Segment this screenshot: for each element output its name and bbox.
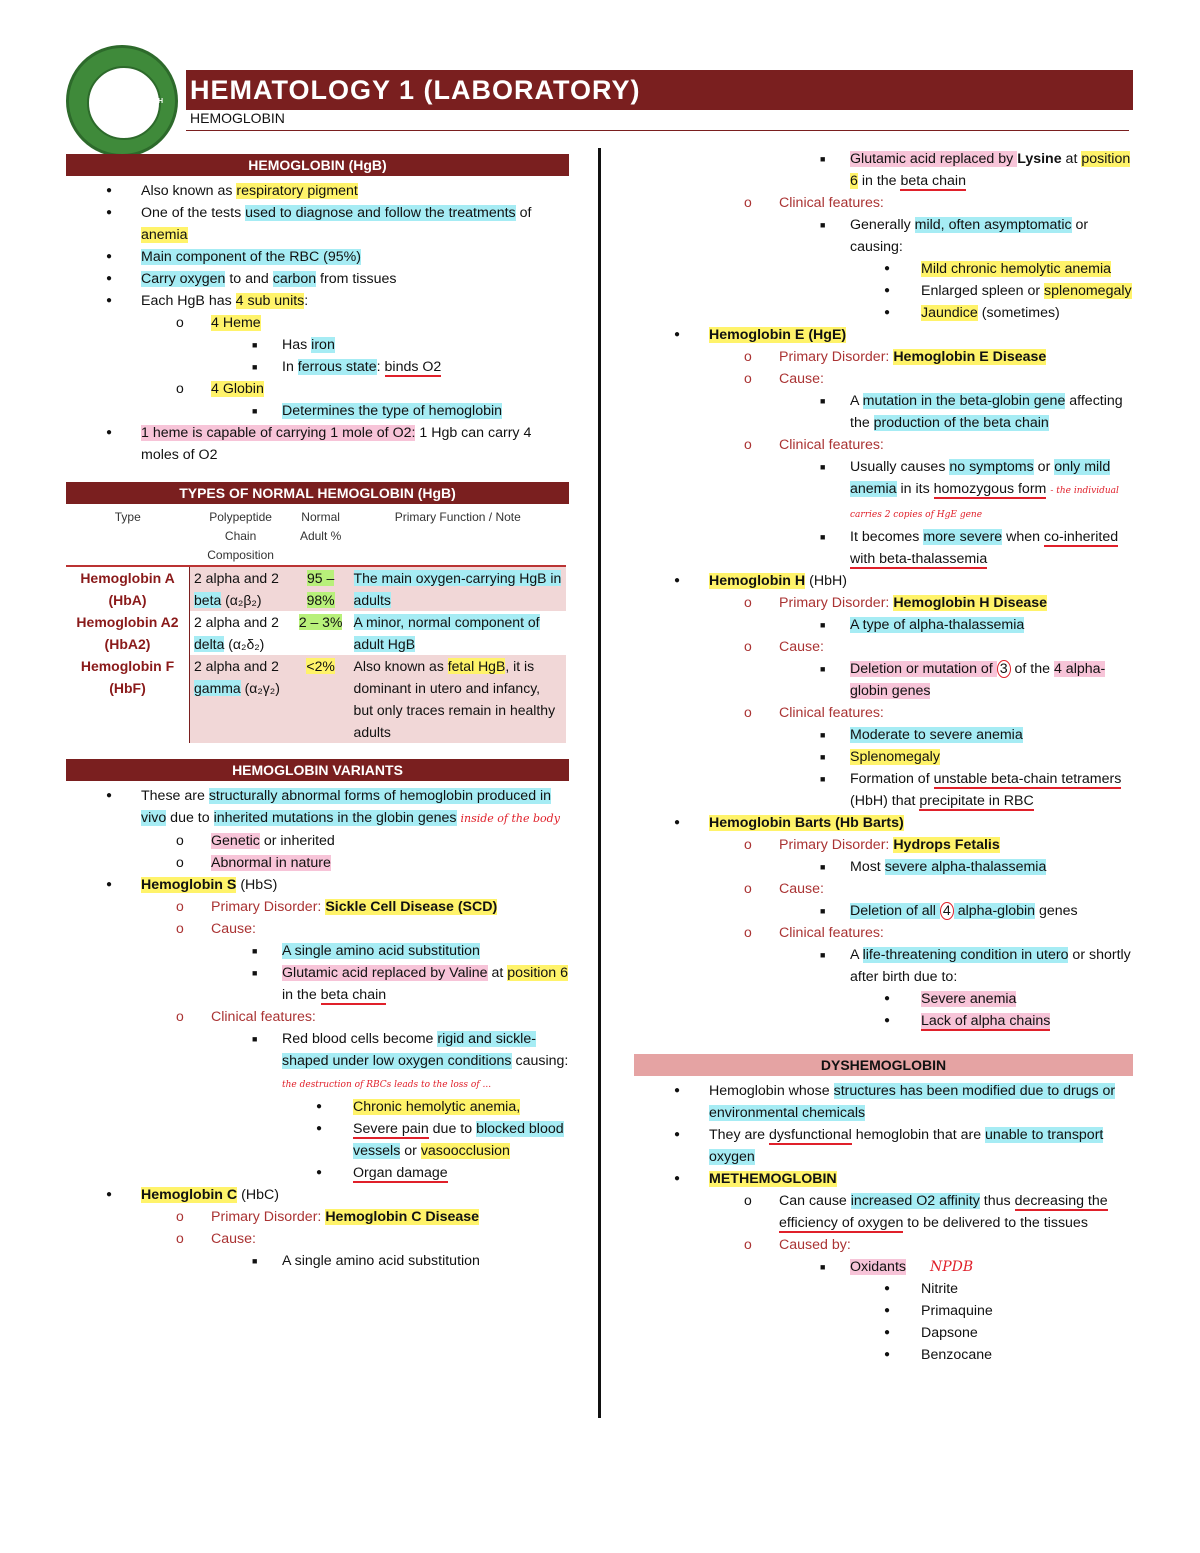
list-item: ● Severe anemia — [634, 988, 1133, 1010]
list-item: ■ Most severe alpha-thalassemia — [634, 856, 1133, 878]
list-item: ■ Has iron — [66, 334, 569, 356]
list-item: o Primary Disorder: Hemoglobin C Disease — [66, 1206, 569, 1228]
list-item: o 4 Globin — [66, 378, 569, 400]
list-item: ■ A mutation in the beta-globin gene affecting the production of the beta chain — [634, 390, 1133, 434]
left-column — [66, 150, 569, 1272]
title-bar — [186, 70, 1133, 110]
list-item: o Caused by: — [634, 1234, 1133, 1256]
list-item: ● Hemoglobin whose structures has been modified due to drugs or environmental chemicals — [634, 1080, 1133, 1124]
list-item: o Cause: — [66, 918, 569, 940]
list-item: ● Severe pain due to blocked blood vessels or vasoocclusion — [66, 1118, 569, 1162]
section-heading-dyshemoglobin: DYSHEMOGLOBIN — [634, 1054, 1133, 1076]
list-item: ■ Red blood cells become rigid and sickle-shaped under low oxygen conditions causing: the destruction of RBCs leads to the loss of ... — [66, 1028, 569, 1096]
hemoglobin-list — [66, 180, 569, 466]
list-item: ● Hemoglobin Barts (Hb Barts) — [634, 812, 1133, 834]
list-item: ■ A life-threatening condition in utero or shortly after birth due to: — [634, 944, 1133, 988]
logo-tech: TECH — [141, 98, 165, 105]
list-item: o Abnormal in nature — [66, 852, 569, 874]
handwritten-note: - the individual carries 2 copies of HgE gene — [850, 486, 1119, 520]
list-item: o Clinical features: — [634, 434, 1133, 456]
list-item: o Clinical features: — [634, 702, 1133, 724]
list-item: ■ A single amino acid substitution — [66, 1250, 569, 1272]
list-item: ■ Formation of unstable beta-chain tetramers (HbH) that precipitate in RBC — [634, 768, 1133, 812]
list-item: ■ Determines the type of hemoglobin — [66, 400, 569, 422]
list-item: ■ Deletion of all 4 alpha-globin genes — [634, 900, 1133, 922]
list-item: ● One of the tests used to diagnose and follow the treatments of anemia — [66, 202, 569, 246]
list-item: o Cause: — [634, 636, 1133, 658]
list-item: o Primary Disorder: Sickle Cell Disease (SCD) — [66, 896, 569, 918]
list-item: ● They are dysfunctional hemoglobin that are unable to transport oxygen — [634, 1124, 1133, 1168]
variants-list — [66, 785, 569, 1272]
list-item: o Primary Disorder: Hydrops Fetalis — [634, 834, 1133, 856]
table-row: Hemoglobin A2 (HbA2) 2 alpha and 2 delta (α₂δ₂) 2 – 3% A minor, normal component of adult HgB — [66, 611, 566, 655]
list-item: ● Jaundice (sometimes) — [634, 302, 1133, 324]
list-item: ● Hemoglobin H (HbH) — [634, 570, 1133, 592]
variants-list-continued — [634, 148, 1133, 1032]
list-item: ■ Glutamic acid replaced by Valine at position 6 in the beta chain — [66, 962, 569, 1006]
list-item: ■ Generally mild, often asymptomatic or causing: — [634, 214, 1133, 258]
list-item: o Cause: — [634, 878, 1133, 900]
section-heading-hemoglobin: HEMOGLOBIN (HgB) — [66, 154, 569, 176]
list-item: ● Hemoglobin E (HgE) — [634, 324, 1133, 346]
handwritten-note: inside of the body — [460, 812, 560, 825]
list-item: ■ Usually causes no symptoms or only mild anemia in its homozygous form - the individual carries 2 copies of HgE gene — [634, 456, 1133, 526]
list-item: o Cause: — [66, 1228, 569, 1250]
list-item: ● Hemoglobin C (HbC) — [66, 1184, 569, 1206]
table-row: Hemoglobin F (HbF) 2 alpha and 2 gamma (α₂γ₂) <2% Also known as fetal HgB, it is dominant in utero and infancy, but only traces remain in healthy adults — [66, 655, 566, 743]
list-item: ■ Glutamic acid replaced by Lysine at position 6 in the beta chain — [634, 148, 1133, 192]
college-logo — [66, 45, 178, 157]
list-item: ● Primaquine — [634, 1300, 1133, 1322]
list-item: ● Dapsone — [634, 1322, 1133, 1344]
list-item: o Clinical features: — [634, 192, 1133, 214]
list-item: ■ Splenomegaly — [634, 746, 1133, 768]
list-item: ● Enlarged spleen or splenomegaly — [634, 280, 1133, 302]
col-chain: Polypeptide Chain Composition — [207, 510, 274, 562]
list-item: ■ Oxidants NPDB — [634, 1256, 1133, 1278]
list-item: ● These are structurally abnormal forms of hemoglobin produced in vivo due to inherited mutations in the globin genes inside of the body — [66, 785, 569, 830]
subtitle-rule — [186, 130, 1129, 131]
dyshemoglobin-list — [634, 1080, 1133, 1366]
page-title: HEMATOLOGY 1 (LABORATORY) — [190, 75, 641, 105]
list-item: ● Each HgB has 4 sub units: — [66, 290, 569, 312]
table-row: Hemoglobin A (HbA) 2 alpha and 2 beta (α₂β₂) 95 – 98% The main oxygen-carrying HgB in adults — [66, 566, 566, 611]
list-item: o Primary Disorder: Hemoglobin E Disease — [634, 346, 1133, 368]
list-item: o 4 Heme — [66, 312, 569, 334]
list-item: ● Also known as respiratory pigment — [66, 180, 569, 202]
list-item: ● 1 heme is capable of carrying 1 mole of O2: 1 Hgb can carry 4 moles of O2 — [66, 422, 569, 466]
list-item: ● Hemoglobin S (HbS) — [66, 874, 569, 896]
list-item: o Cause: — [634, 368, 1133, 390]
table-header-row — [66, 508, 566, 566]
logo-med: MED — [89, 98, 108, 105]
list-item: ● Organ damage — [66, 1162, 569, 1184]
list-item: ● Carry oxygen to and carbon from tissues — [66, 268, 569, 290]
list-item: o Clinical features: — [66, 1006, 569, 1028]
list-item: ■ A type of alpha-thalassemia — [634, 614, 1133, 636]
list-item: ■ It becomes more severe when co-inherited with beta-thalassemia — [634, 526, 1133, 570]
list-item: ● Mild chronic hemolytic anemia — [634, 258, 1133, 280]
list-item: ● Benzocane — [634, 1344, 1133, 1366]
list-item: ● Chronic hemolytic anemia, — [66, 1096, 569, 1118]
col-percent: Normal Adult % — [299, 510, 342, 543]
handwritten-note: the destruction of RBCs leads to the loss of ... — [282, 1080, 492, 1090]
list-item: o Primary Disorder: Hemoglobin H Disease — [634, 592, 1133, 614]
list-item: ■ A single amino acid substitution — [66, 940, 569, 962]
col-note: Primary Function / Note — [394, 510, 521, 524]
list-item: ■ Moderate to severe anemia — [634, 724, 1133, 746]
col-type: Type — [114, 510, 141, 524]
list-item: ● Main component of the RBC (95%) — [66, 246, 569, 268]
list-item: o Clinical features: — [634, 922, 1133, 944]
handwritten-note: NPDB — [929, 1259, 974, 1275]
list-item: ● Lack of alpha chains — [634, 1010, 1133, 1032]
list-item: ■ Deletion or mutation of 3 of the 4 alpha-globin genes — [634, 658, 1133, 702]
page-subtitle: HEMOGLOBIN — [190, 110, 285, 126]
list-item: o Genetic or inherited — [66, 830, 569, 852]
column-divider — [598, 148, 601, 1418]
right-column — [634, 148, 1133, 1366]
list-item: ● METHEMOGLOBIN — [634, 1168, 1133, 1190]
list-item: ● Nitrite — [634, 1278, 1133, 1300]
list-item: o Can cause increased O2 affinity thus decreasing the efficiency of oxygen to be delivered to the tissues — [634, 1190, 1133, 1234]
list-item: ■ In ferrous state: binds O2 — [66, 356, 569, 378]
section-heading-variants: HEMOGLOBIN VARIANTS — [66, 759, 569, 781]
types-table — [66, 508, 566, 743]
section-heading-types: TYPES OF NORMAL HEMOGLOBIN (HgB) — [66, 482, 569, 504]
